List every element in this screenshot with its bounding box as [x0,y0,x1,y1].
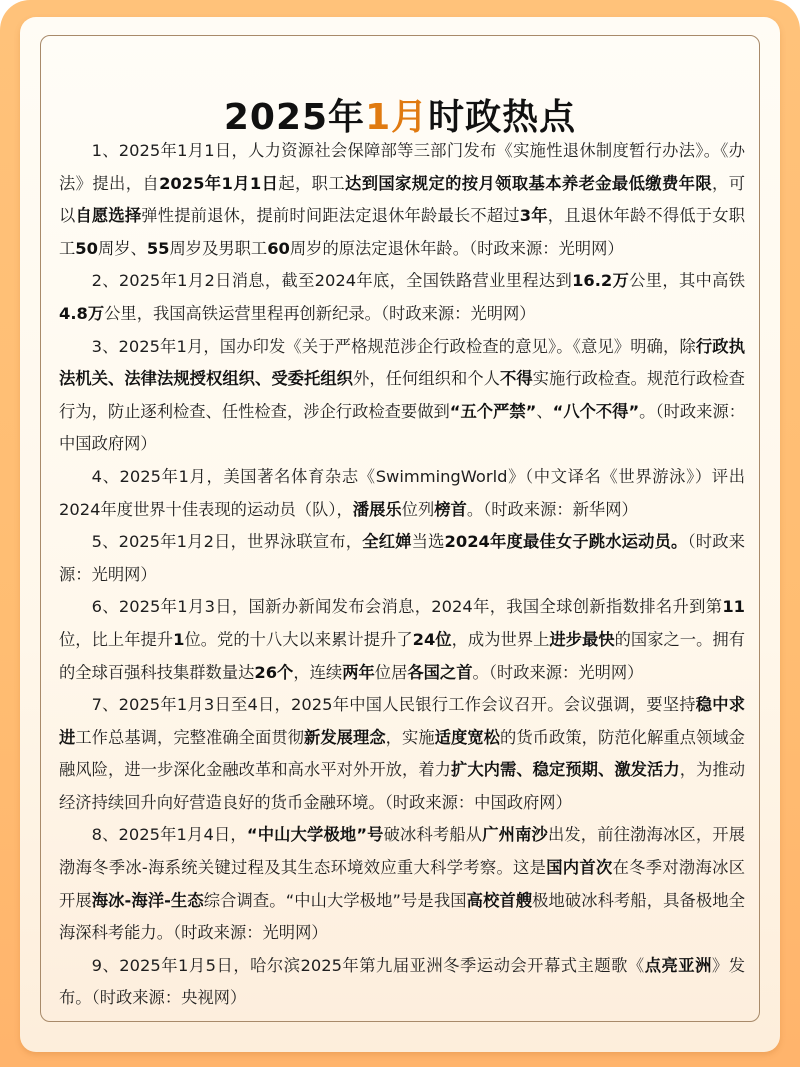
news-item-6 [59,591,745,689]
highlight-text: 55 [146,238,170,258]
highlight-text: 50 [75,238,98,258]
body-text: 》发布。（时政来源：央视网） [59,955,745,1008]
body-text: 。（时政来源：中国政府网） [59,401,746,454]
body-text: 2、2025年1月2日消息，截至2024年底，全国铁路营业里程达到 [91,271,573,291]
body-text: 破冰科考船从 [383,825,483,845]
body-text: 3、2025年1月，国办印发《关于严格规范涉企行政检查的意见》。《意见》明确，除 [91,336,696,356]
highlight-text: 2025年1月1日 [159,173,279,193]
body-text: 。（时政来源：新华网） [466,499,638,519]
body-text: 、 [536,401,553,421]
highlight-text: 国内首次 [546,858,613,878]
body-text: 起，职工 [278,173,346,193]
highlight-text: 行政执法机关、法律法规授权组织、受委托组织 [59,336,745,389]
highlight-text: 26个 [254,662,294,682]
body-text: ，为推动经济持续回升向好营造良好的货币金融环境。（时政来源：中国政府网） [59,760,745,812]
body-text: 7、2025年1月3日至4日，2025年中国人民银行工作会议召开。会议强调，要坚持 [91,695,696,715]
body-text: 外，任何组织和个人 [353,369,500,389]
content-card [20,17,780,1052]
news-item-5 [59,526,745,591]
body-text: ，成为世界上 [451,629,550,649]
body-text: ，连续 [293,662,343,682]
body-text: 6、2025年1月3日，国新办新闻发布会消息，2024年，我国全球创新指数排名升到第 [91,597,723,617]
body-text: 综合调查。“中山大学极地”号是我国 [203,890,467,910]
highlight-text: 1 [173,629,185,649]
body-text: 位，比上年提升 [59,629,174,649]
news-item-2 [59,265,745,330]
highlight-text: 全红婵 [362,532,412,552]
highlight-text: 60 [267,238,290,258]
title-topic: 时政热点 [428,97,577,138]
highlight-text: 海冰-海洋-生态 [91,890,204,910]
highlight-text: 各国之首 [407,662,473,682]
title-month-accent: 1月 [365,97,429,138]
body-text: 周岁的原法定退休年龄。（时政来源：光明网） [289,238,624,258]
body-text: 9、2025年1月5日，哈尔滨2025年第九届亚洲冬季运动会开幕式主题歌《 [91,955,645,975]
highlight-text: 4.8万 [59,303,105,323]
body-text: 。（时政来源：光明网） [472,662,644,682]
highlight-text: 新发展理念 [304,727,386,747]
highlight-text: 24位 [412,629,452,649]
body-text: 出发，前往渤海冰区，开展渤海冬季冰-海系统关键过程及其生态环境效应重大科学考察。这是 [59,825,745,878]
body-text: ，且退休年龄不得低于女职工 [59,206,745,258]
body-text: 弹性提前退休，提前时间距法定退休年龄最长不超过 [141,206,520,226]
body-text: ，可以 [59,173,745,226]
highlight-text: 3年 [519,206,548,226]
body-text: 极地破冰科考船，具备极地全海深科考能力。（时政来源：光明网） [59,890,745,943]
highlight-text: 11 [722,597,745,617]
body-text: ，实施 [385,727,435,747]
body-text: 8、2025年1月4日， [91,825,247,845]
highlight-text: 不得 [500,369,533,389]
body-text: 周岁及男职工 [169,238,268,258]
body-text: 实施行政检查。规范行政检查行为，防止逐利检查、任性检查，涉企行政检查要做到 [59,369,745,421]
highlight-text: 榜首 [434,499,467,519]
highlight-text: 广州南沙 [482,825,548,845]
body-text: 工作总基调，完整准确全面贯彻 [75,727,304,747]
news-list [59,135,745,1015]
bordered-content-box [40,35,760,1022]
highlight-text: 2024年度最佳女子跳水运动员。 [444,532,688,552]
news-item-9 [59,950,745,1015]
highlight-text: 潘展乐 [352,499,402,519]
highlight-text: “八个不得” [552,401,640,421]
body-text: 位列 [401,499,435,519]
body-text: 的国家之一。拥有的全球百强科技集群数量达 [59,629,745,682]
body-text: 公里，其中高铁 [629,271,745,291]
highlight-text: 达到国家规定的按月领取基本养老金最低缴费年限 [345,173,713,193]
body-text: 位居 [374,662,408,682]
news-item-8 [59,819,745,949]
body-text: 当选 [411,532,445,552]
news-item-7 [59,689,745,819]
highlight-text: 扩大内需、稳定预期、激发活力 [451,760,680,780]
highlight-text: 进步最快 [549,629,615,649]
highlight-text: “五个严禁” [449,401,537,421]
highlight-text: 适度宽松 [434,727,501,747]
body-text: 周岁、 [97,238,147,258]
body-text: 的货币政策，防范化解重点领域金融风险，进一步深化金融改革和高水平对外开放，着力 [59,727,745,780]
highlight-text: “中山大学极地”号 [246,825,384,845]
highlight-text: 高校首艘 [466,890,533,910]
body-text: 公里，我国高铁运营里程再创新纪录。（时政来源：光明网） [104,303,536,323]
news-item-4 [59,461,745,526]
body-text: 1、2025年1月1日，人力资源社会保障部等三部门发布《实施性退休制度暂行办法》。《办法》提出，自 [59,141,745,193]
body-text: 在冬季对渤海冰区开展 [59,858,745,910]
page-title [41,89,759,140]
body-text: 5、2025年1月2日，世界泳联宣布， [91,532,363,552]
body-text: （时政来源：光明网） [59,532,745,584]
highlight-text: 两年 [342,662,375,682]
highlight-text: 自愿选择 [75,206,142,226]
news-item-1 [59,135,745,265]
highlight-text: 稳中求进 [59,695,745,747]
highlight-text: 点亮亚洲 [644,955,712,975]
body-text: 4、2025年1月，美国著名体育杂志《SwimmingWorld》（中文译名《世界游泳》）评出2024年度世界十佳表现的运动员（队）， [59,466,745,519]
highlight-text: 16.2万 [572,271,630,291]
title-year: 2025年 [223,97,366,138]
news-item-3 [59,331,745,461]
body-text: 位。党的十八大以来累计提升了 [184,629,413,649]
